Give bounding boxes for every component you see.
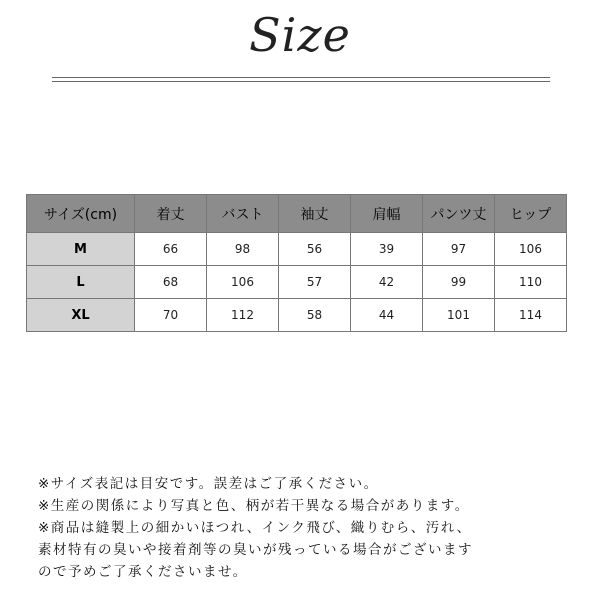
table-row — [27, 299, 567, 332]
header-bust: バスト — [207, 195, 279, 233]
header-shoulder: 肩幅 — [351, 195, 423, 233]
cell-bust: 98 — [207, 233, 279, 266]
header-length: 着丈 — [135, 195, 207, 233]
cell-pants-length: 99 — [423, 266, 495, 299]
page-title: Size — [249, 8, 351, 62]
cell-bust: 106 — [207, 266, 279, 299]
cell-shoulder: 42 — [351, 266, 423, 299]
header-pants-length: パンツ丈 — [423, 195, 495, 233]
cell-pants-length: 101 — [423, 299, 495, 332]
size-table-header-row — [27, 195, 567, 233]
notes-block — [38, 473, 473, 583]
cell-pants-length: 97 — [423, 233, 495, 266]
cell-hip: 110 — [495, 266, 567, 299]
title-divider-top — [52, 77, 550, 78]
cell-sleeve: 56 — [279, 233, 351, 266]
cell-shoulder: 44 — [351, 299, 423, 332]
cell-length: 66 — [135, 233, 207, 266]
row-size-label: XL — [27, 299, 135, 332]
cell-shoulder: 39 — [351, 233, 423, 266]
note-line: 素材特有の臭いや接着剤等の臭いが残っている場合がございます — [38, 542, 473, 558]
cell-sleeve: 58 — [279, 299, 351, 332]
row-size-label: M — [27, 233, 135, 266]
header-size: サイズ(cm) — [27, 195, 135, 233]
header-hip: ヒップ — [495, 195, 567, 233]
cell-sleeve: 57 — [279, 266, 351, 299]
note-line: ※商品は縫製上の細かいほつれ、インク飛び、織りむら、汚れ、 — [38, 520, 472, 536]
note-line: ※生産の関係により写真と色、柄が若干異なる場合があります。 — [38, 498, 470, 514]
note-line: ので予めご了承くださいませ。 — [38, 564, 248, 580]
note-line: ※サイズ表記は目安です。誤差はご了承ください。 — [38, 476, 379, 492]
cell-bust: 112 — [207, 299, 279, 332]
size-table — [26, 194, 567, 332]
table-row — [27, 266, 567, 299]
header-sleeve: 袖丈 — [279, 195, 351, 233]
title-divider-bottom — [52, 81, 550, 82]
cell-hip: 114 — [495, 299, 567, 332]
cell-length: 70 — [135, 299, 207, 332]
row-size-label: L — [27, 266, 135, 299]
cell-hip: 106 — [495, 233, 567, 266]
cell-length: 68 — [135, 266, 207, 299]
table-row — [27, 233, 567, 266]
